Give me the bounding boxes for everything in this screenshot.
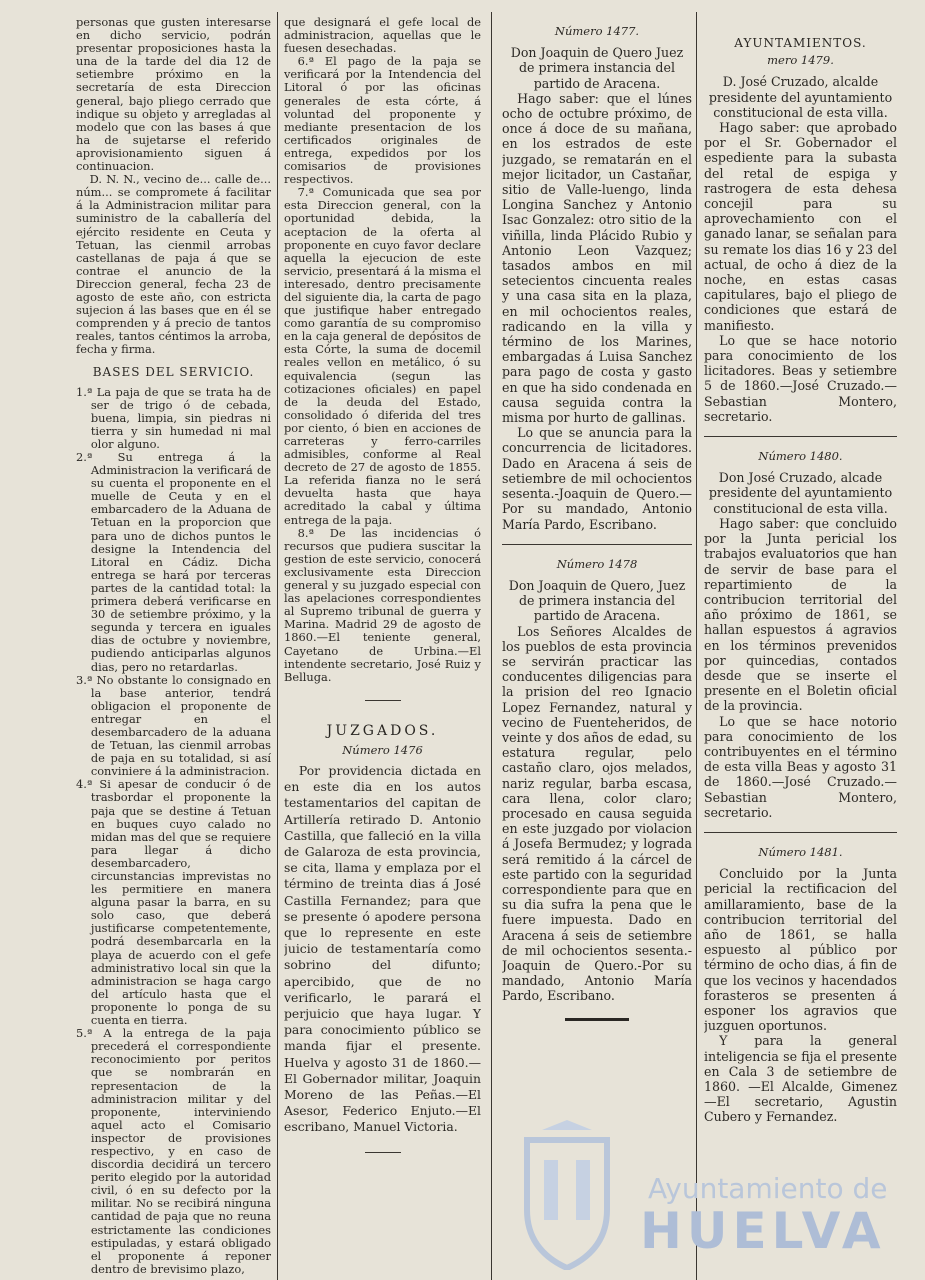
notice-text: Hago saber: que aprobado por el Sr. Gobernador el espediente para la subasta del retal de espiga y rastrogera de esta dehesa concejil para su aprovechamiento con el ganado lanar, se señalan para su remate los dias 16 y 23 del actual, de ocho á diez de la noche, en estas casas capitulares, bajo el pliego de condiciones que estará de manifiesto. <box>704 120 897 333</box>
notice-text: Hago saber: que el lúnes ocho de octubre próximo, de once á doce de su mañana, en los estrados de este juzgado, se rematarán en el mejor licitador, un Castañar, sitio de Valle-luengo, linda Longina Sanchez y Antonio Isac Gonzalez: otro sitio de la viñilla, linda Plácido Rubio y Antonio Leon Vazquez; tasados ambos en mil setecientos cincuenta reales y una casa sita en la plaza, en mil ochocientos reales, radicando en la villa y término de los Marines, embargadas á Luisa Sanchez para pago de costa y gasto en que ha sido condenada en causa seguida contra la misma por hurto de gallinas. <box>502 90 692 426</box>
bases-heading: BASES DEL SERVICIO. <box>92 365 255 380</box>
base-item: 1.ª La paja de que se trata ha de ser de trigo ó de cebada, buena, limpia, sin piedras ni tierra y sin humedad ni mal olor alguno. <box>76 384 271 451</box>
column-rule <box>277 12 278 1280</box>
notice-number: Número 1477. <box>554 24 640 38</box>
column-3 <box>502 16 692 1280</box>
notice-number: Número 1481. <box>758 844 843 859</box>
paragraph: personas que gusten interesarse en dicho servicio, podrán presentar proposiciones hasta la una de la tarde del dia 12 de setiembre próximo en la secretaría de esta Direccion general, bajo pliego cerrado que indique su objeto y arregladas al modelo que con las bases á que ha de sujetarse el referido aprovisionamiento siguen á continuacion. <box>76 16 271 174</box>
base-item: 2.ª Su entrega á la Administracion la verificará de su cuenta el proponente en el muelle de Ceuta y en el embarcadero de la Aduana de Tetuan en la proporcion que para uno de dichos puntos le designe la Intendencia del Litoral en Cádiz. Dicha entrega se hará por terceras partes de la cantidad total: la primera deberá verificarse en 30 de setiembre próximo, y la segunda y tercera en iguales dias de octubre y noviembre, pudiendo anticiparlas algunos dias, pero no retardarlas. <box>76 450 271 674</box>
notice-number: mero 1479. <box>767 53 834 68</box>
column-rule <box>491 12 492 1280</box>
notice-number: Número 1476 <box>342 742 423 757</box>
column-4 <box>704 16 897 1280</box>
paragraph: D. N. N., vecino de... calle de... núm... se compromete á facilitar á la Administracion militar para suministro de la caballería del ejército residente en Ceuta y Tetuan, las cienmil arrobas castellanas de paja á que se contrae el anuncio de la Direccion general, fecha 23 de agosto de este año, con estricta sujecion á las bases que en él se comprenden y á precio de tantos reales, tantos céntimos la arroba, fecha y firma. <box>76 172 271 357</box>
notice-text: Y para la general inteligencia se fija el presente en Cala 3 de setiembre de 1860. —El Alcalde, Gimenez —El secretario, Agustin Cubero y Fernandez. <box>704 1033 897 1125</box>
notice-issuer: Don Joaquin de Quero, Juez de primera instancia del partido de Aracena. <box>508 577 686 624</box>
notice-text: Lo que se hace notorio para conocimiento de los licitadores. Beas y setiembre 5 de 1860.—José Cruzado.—Sebastian Montero, secretario. <box>704 332 897 424</box>
divider <box>365 700 401 701</box>
notice-text: Lo que se hace notorio para conocimiento de los contribuyentes en el término de esta villa Beas y agosto 31 de 1860.—José Cruzado.—Sebastian Montero, secretario. <box>704 713 897 820</box>
column-1 <box>76 16 271 1280</box>
notice-issuer: Don José Cruzado, alcade presidente del ayuntamiento constitucional de esta villa. <box>708 470 893 516</box>
watermark-line-2: HUELVA <box>640 1202 886 1260</box>
divider <box>365 1152 401 1153</box>
notice-number: Número 1480. <box>758 449 843 464</box>
base-item: 6.ª El pago de la paja se verificará por la Intendencia del Litoral ó por las oficinas generales de esta córte, á voluntad del proponente y mediante presentacion de los certificados originales de entrega, expedidos por los comisarios de provisiones respectivos. <box>284 54 481 187</box>
column-2 <box>284 16 481 1280</box>
notice-text: Concluido por la Junta pericial la rectificacion del amillaramiento, base de la contribucion territorial del año de 1861, se halla espuesto al público por término de ocho dias, á fin de que los vecinos y hacendados forasteros se presenten á esponer los agravios que juzguen oportunos. <box>704 866 897 1034</box>
notice-text: Hago saber: que concluido por la Junta pericial los trabajos evaluatorios que han de servir de base para el repartimiento de la contribucion territorial del año próximo de 1861, se hallan espuestos á agravios en los términos prevenidos por quincedias, contados desde que se inserte el presente en el Boletin oficial de la provincia. <box>704 515 897 714</box>
notice-text: Por providencia dictada en en este dia en los autos testamentarios del capitan de Artillería retirado D. Antonio Castilla, que falleció en la villa de Galaroza de esta provincia, se cita, llama y emplaza por el término de treinta dias á José Castilla Fernandez; para que se presente ó apodere persona que lo represente en este juicio de testamentaría como sobrino del difunto; apercibido, que de no verificarlo, le parará el perjuicio que haya lugar. Y para conocimiento público se manda fijar el presente. Huelva y agosto 31 de 1860.—El Gobernador militar, Joaquin Moreno de las Peñas.—El Asesor, Federico Enjuto.—El escribano, Manuel Victoria. <box>284 762 481 1135</box>
paragraph: que designará el gefe local de administracion, aquellas que le fuesen desechadas. <box>284 16 481 56</box>
base-item: 4.ª Si apesar de conducir ó de trasbordar el proponente la paja que se destine á Tetuan en buques cuyo calado no midan mas del que se requiere para llegar á dicho desembarcadero, circunstancias imprevistas no les permitiere en manera alguna pasar la barra, en su solo caso, que deberá justificarse competentemente, podrá desembarcarla en la playa de acuerdo con el gefe administrativo local sin que la administracion se haga cargo del artículo hasta que el proponente lo ponga de su cuenta en tierra. <box>76 777 271 1028</box>
base-item: 7.ª Comunicada que sea por esta Direccion general, con la oportunidad debida, la aceptacion de la oferta al proponente en cuyo favor declare aquella la ejecucion de este servicio, presentará á la misma el interesado, dentro precisamente del siguiente dia, la carta de pago que justifique haber entregado como garantía de su compromiso en la caja general de depósitos de esta Córte, la suma de docemil reales vellon en metálico, ó su equivalencia (segun las cotizaciones oficiales) en papel de la deuda del Estado, consolidado ó diferida del tres por ciento, ó bien en acciones de carreteras y ferro-carriles admisibles, conforme al Real decreto de 27 de agosto de 1855. La referida fianza no le será devuelta hasta que haya acreditado la cabal y última entrega de la paja. <box>284 185 481 527</box>
base-item: 3.ª No obstante lo consignado en la base anterior, tendrá obligacion el proponente de entregar en el desembarcadero de la aduana de Tetuan, las cienmil arrobas de paja en su totalidad, si así conviniere á la administracion. <box>76 672 271 779</box>
base-item: 5.ª A la entrega de la paja precederá el correspondiente reconocimiento por peritos que se nombrarán en representacion de la administracion militar y del proponente, interviniendo aquel acto el Comisario inspector de provisiones respectivo, y en caso de discordia decidirá un tercero perito elegido por la autoridad civil, ó en su defecto por la militar. No se recibirá ninguna cantidad de paja que no reuna estrictamente las condiciones estipuladas, y estará obligado el proponente á reponer dentro de brevisimo plazo, <box>76 1026 271 1276</box>
watermark-line-1: Ayuntamiento de <box>648 1172 888 1205</box>
notice-text: Lo que se anuncia para la concurrencia de licitadores. Dado en Aracena á seis de setiembre de mil ochocientos sesenta.-Joaquin de Quero.—Por su mandado, Antonio María Pardo, Escribano. <box>502 425 692 532</box>
divider <box>704 832 897 833</box>
notice-text: Los Señores Alcaldes de los pueblos de esta provincia se servirán practicar las conducentes diligencias para la prision del reo Ignacio Lopez Fernandez, natural y vecino de Fuenteheridos, de veinte y dos años de edad, su estatura regular, pelo castaño claro, ojos melados, nariz regular, barba escasa, cara llena, color claro; procesado en causa seguida en este juzgado por violacion á Josefa Bermudez; y lograda será remitido á la cárcel de este partido con la seguridad correspondiente para que en su dia sufra la pena que le fuere impuesta. Dado en Aracena á seis de setiembre de mil ochocientos sesenta.-Joaquin de Quero.-Por su mandado, Antonio María Pardo, Escribano. <box>502 623 692 1004</box>
divider <box>565 1018 629 1021</box>
divider <box>502 544 692 545</box>
notice-number: Número 1478 <box>556 556 638 571</box>
notice-issuer: Don Joaquin de Quero Juez de primera instancia del partido de Aracena. <box>510 45 684 91</box>
base-item: 8.ª De las incidencias ó recursos que pudiera suscitar la gestion de este servicio, conocerá exclusivamente esta Direccion general y su juzgado especial con las apelaciones correspondientes al Supremo tribunal de guerra y Marina. Madrid 29 de agosto de 1860.—El teniente general, Cayetano de Urbina.—El intendente secretario, José Ruiz y Belluga. <box>284 525 481 684</box>
divider <box>704 436 897 437</box>
section-title: JUZGADOS. <box>326 722 439 739</box>
notice-issuer: D. José Cruzado, alcalde presidente del ayuntamiento constitucional de esta villa. <box>708 74 893 120</box>
section-title: AYUNTAMIENTOS. <box>734 36 867 50</box>
column-rule <box>696 12 697 1280</box>
